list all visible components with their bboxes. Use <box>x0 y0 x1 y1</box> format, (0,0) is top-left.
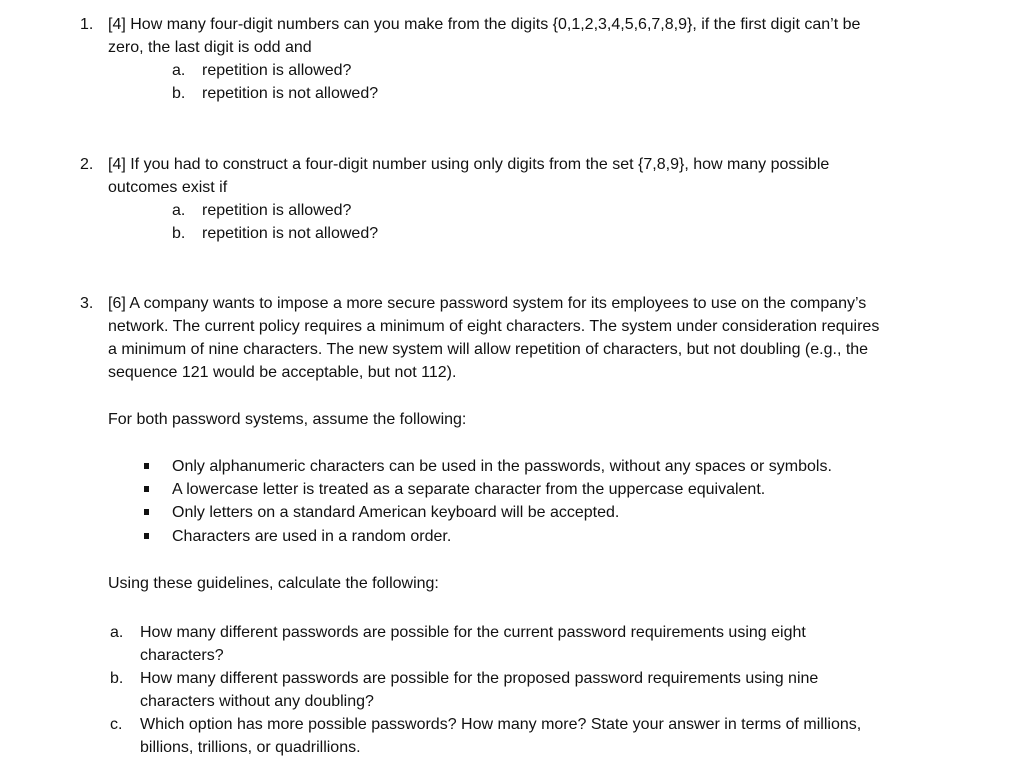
q3-text-line-4: sequence 121 would be acceptable, but not 112). <box>108 364 457 381</box>
bullet-marker <box>144 509 149 515</box>
q3-bullet-3: Only letters on a standard American keyboard will be accepted. <box>172 504 620 521</box>
q3-text-line-1: [6] A company wants to impose a more secure password system for its employees to use on the company’s <box>108 295 867 312</box>
q3-assume-intro: For both password systems, assume the following: <box>108 411 467 428</box>
q3-text-line-3: a minimum of nine characters. The new system will allow repetition of characters, but not doubling (e.g., the <box>108 341 869 358</box>
q3-text-line-2: network. The current policy requires a minimum of eight characters. The system under consideration requires <box>108 318 880 335</box>
q2-a-text: repetition is allowed? <box>202 202 352 219</box>
q2-text-line-1: [4] If you had to construct a four-digit number using only digits from the set {7,8,9}, how many possible <box>108 156 830 173</box>
q3-c-line-2: billions, trillions, or quadrillions. <box>140 739 361 756</box>
bullet-marker <box>144 533 149 539</box>
q3-b-marker: b. <box>110 670 124 687</box>
q3-c-line-1: Which option has more possible passwords? How many more? State your answer in terms of millions, <box>140 716 862 733</box>
bullet-marker <box>144 486 149 492</box>
q2-a-marker: a. <box>172 202 186 219</box>
q2-b-marker: b. <box>172 225 186 242</box>
q1-b-text: repetition is not allowed? <box>202 85 379 102</box>
q1-b-marker: b. <box>172 85 186 102</box>
q3-bullet-4: Characters are used in a random order. <box>172 528 452 545</box>
q1-a-marker: a. <box>172 62 186 79</box>
q3-a-line-2: characters? <box>140 647 224 664</box>
q3-bullet-1: Only alphanumeric characters can be used in the passwords, without any spaces or symbols. <box>172 458 832 475</box>
q2-text-line-2: outcomes exist if <box>108 179 228 196</box>
bullet-marker <box>144 463 149 469</box>
q3-b-line-1: How many different passwords are possible for the proposed password requirements using nine <box>140 670 819 687</box>
q1-number: 1. <box>80 16 94 33</box>
q1-a-text: repetition is allowed? <box>202 62 352 79</box>
q2-b-text: repetition is not allowed? <box>202 225 379 242</box>
q1-text-line-2: zero, the last digit is odd and <box>108 39 312 56</box>
q1-text-line-1: [4] How many four-digit numbers can you make from the digits {0,1,2,3,4,5,6,7,8,9}, if the first digit can’t be <box>108 16 861 33</box>
q2-number: 2. <box>80 156 94 173</box>
q3-number: 3. <box>80 295 94 312</box>
q3-guidelines-intro: Using these guidelines, calculate the following: <box>108 575 439 592</box>
q3-bullet-2: A lowercase letter is treated as a separate character from the uppercase equivalent. <box>172 481 766 498</box>
q3-b-line-2: characters without any doubling? <box>140 693 374 710</box>
q3-c-marker: c. <box>110 716 123 733</box>
q3-a-line-1: How many different passwords are possible for the current password requirements using eight <box>140 624 806 641</box>
q3-a-marker: a. <box>110 624 124 641</box>
